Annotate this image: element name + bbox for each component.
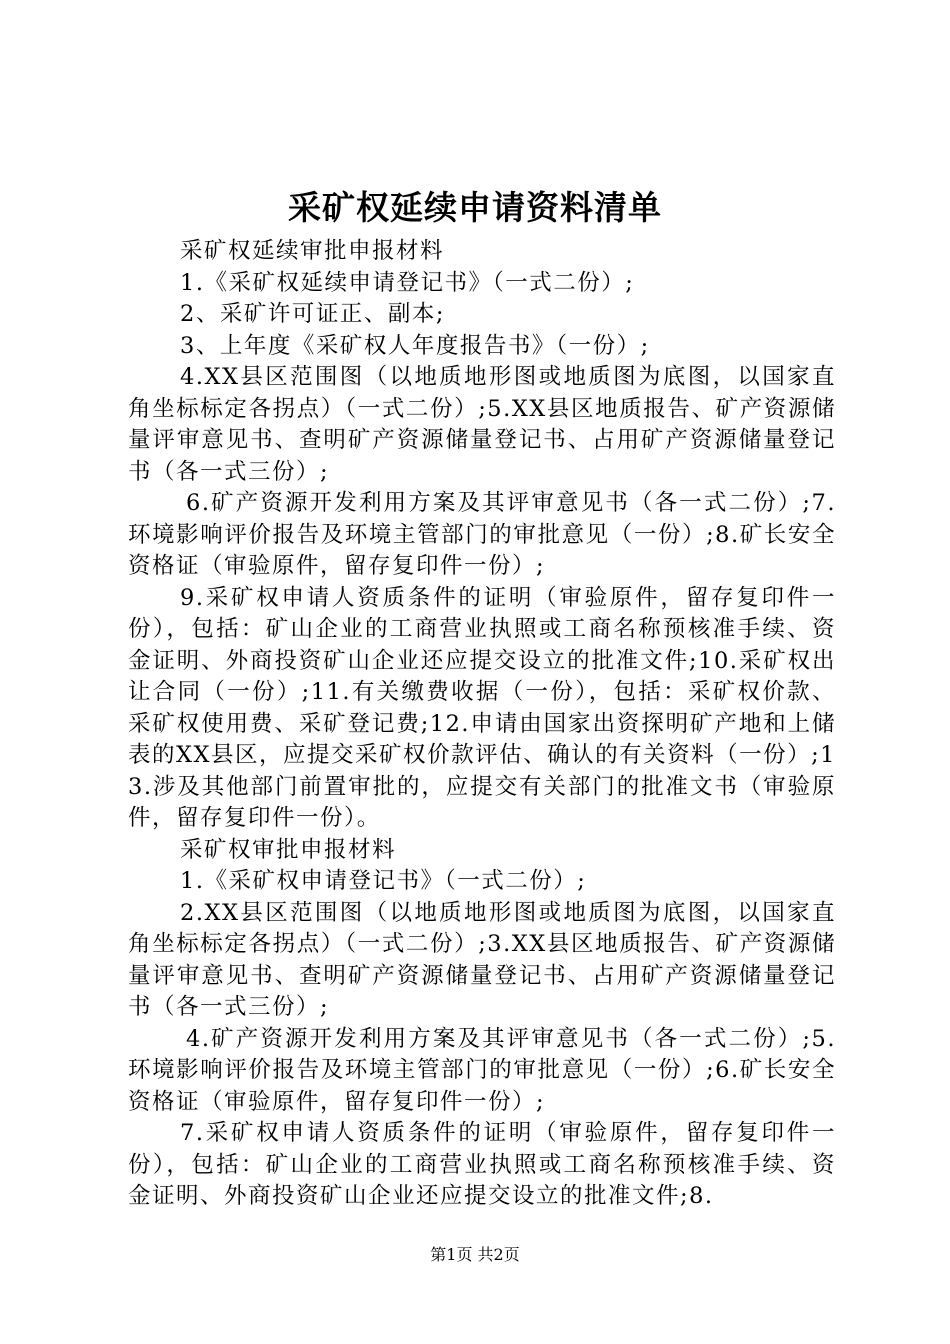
document-title: 采矿权延续申请资料清单 xyxy=(288,188,662,227)
paragraph: 4.XX县区范围图（以地质地形图或地质图为底图，以国家直角坐标标定各拐点）（一式二份）;5.XX县区地质报告、矿产资源储量评审意见书、查明矿产资源储量登记书、占用矿产资源储量登记书（各一式三份）; xyxy=(128,364,836,485)
paragraph: 3、上年度《采矿权人年度报告书》（一份）; xyxy=(180,332,650,359)
section-heading-approval: 采矿权审批申报材料 xyxy=(180,836,397,863)
paragraph: 1.《采矿权延续申请登记书》（一式二份）; xyxy=(180,269,635,296)
paragraph: 9.采矿权申请人资质条件的证明（审验原件，留存复印件一份），包括：矿山企业的工商营业执照或工商名称预核准手续、资金证明、外商投资矿山企业还应提交设立的批准文件;10.采矿权出让合同（一份）;11.有关缴费收据（一份），包括：采矿权价款、采矿权使用费、采矿登记费;12.申请由国家出资探明矿产地和上储表的XX县区，应提交采矿权价款评估、确认的有关资料（一份）;13.涉及其他部门前置审批的，应提交有关部门的批准文书（审验原件，留存复印件一份）。 xyxy=(128,584,836,831)
paragraph: 7.采矿权申请人资质条件的证明（审验原件，留存复印件一份），包括：矿山企业的工商营业执照或工商名称预核准手续、资金证明、外商投资矿山企业还应提交设立的批准文件;8. xyxy=(128,1120,836,1209)
paragraph: 1.《采矿权申请登记书》（一式二份）; xyxy=(180,868,587,894)
page-number: 第1页 共2页 xyxy=(430,1245,520,1264)
paragraph: 4.矿产资源开发利用方案及其评审意见书（各一式二份）;5.环境影响评价报告及环境主管部门的审批意见（一份）;6.矿长安全资格证（审验原件，留存复印件一份）; xyxy=(128,1025,836,1115)
paragraph: 2.XX县区范围图（以地质地形图或地质图为底图，以国家直角坐标标定各拐点）（一式二份）;3.XX县区地质报告、矿产资源储量评审意见书、查明矿产资源储量登记书、占用矿产资源储量登记书（各一式三份）; xyxy=(128,899,836,1020)
paragraph: 2、采矿许可证正、副本; xyxy=(180,301,445,327)
document-body xyxy=(128,236,836,1213)
section-heading-renewal: 采矿权延续审批申报材料 xyxy=(180,238,445,264)
paragraph: 6.矿产资源开发利用方案及其评审意见书（各一式二份）;7.环境影响评价报告及环境主管部门的审批意见（一份）;8.矿长安全资格证（审验原件，留存复印件一份）; xyxy=(128,490,836,579)
